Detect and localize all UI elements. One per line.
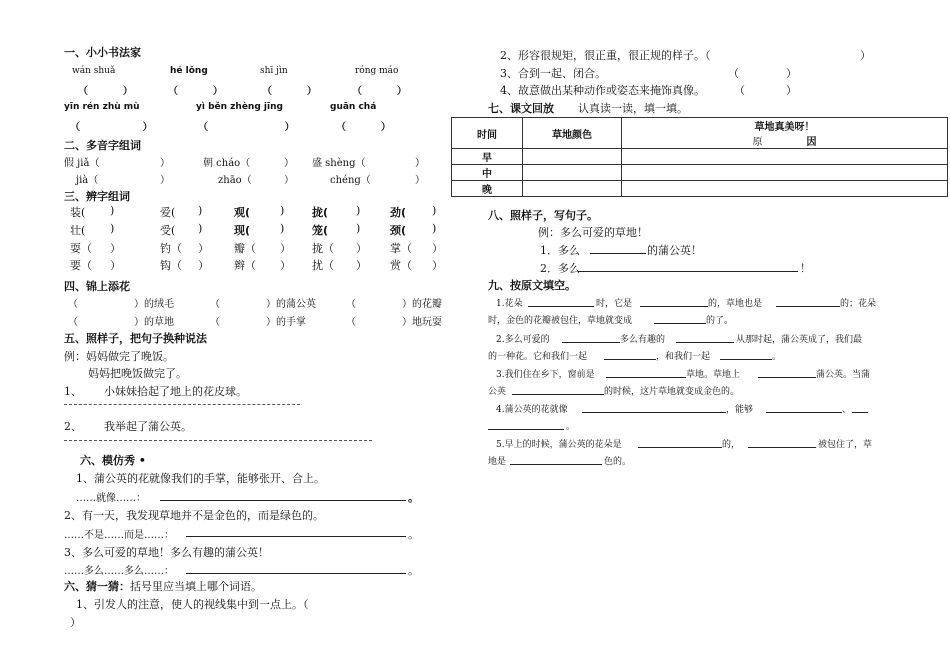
section-1-title: 一、小小书法家 [64, 46, 141, 59]
p4-d: 。 [566, 422, 576, 432]
p5-c: 被包住了，草 [818, 440, 873, 450]
section-4-title: 四、锦上添花 [64, 280, 130, 293]
th-time: 时间 [452, 118, 523, 149]
imitate-q3-answer-line[interactable] [186, 573, 406, 574]
p1-blank-4[interactable] [654, 323, 706, 324]
bracket-row1-2: （ ） [168, 86, 223, 97]
char-pair-r3-c7: 拢（ [312, 242, 334, 255]
th-beautiful-text: 草地真美呀！ [754, 122, 815, 133]
guess-q1: 1、引发人的注意，使人的视线集中到一点上。（ [76, 598, 309, 611]
char-pair-r1-c8: ) [356, 204, 361, 217]
p3-blank-1[interactable] [606, 377, 686, 378]
question-2-number: 2、 [64, 420, 82, 433]
section-6-title: 六、模仿秀 • [80, 454, 146, 467]
question-1-text: 小妹妹拾起了地上的花皮球。 [104, 385, 247, 398]
section-7-title: 七、课文回放 [488, 102, 554, 115]
char-pair-r2-c1: 壮( [70, 224, 86, 237]
fill-row1-1: （ [68, 299, 78, 310]
p3-e: 的时候，这片草地就变成金色的。 [604, 387, 740, 397]
char-pair-r2-c4: ) [198, 222, 203, 235]
guess-desc: 括号里应当填上哪个词语。 [130, 580, 262, 593]
guess-q3-close: ） [786, 67, 797, 80]
fill-row2-2-label: ）的手掌 [266, 317, 306, 328]
p4-a: 4.蒲公英的花就像 [496, 405, 568, 415]
char-pair-r2-c5: 现( [234, 224, 251, 237]
imitate-q1: 1、蒲公英的花就像我们的手掌，能够张开、合上。 [76, 472, 325, 485]
th-grass-color: 草地颜色 [523, 118, 622, 149]
polyphone-jia4: jià（ [76, 175, 99, 186]
p2-e: ，和我们一起 [656, 352, 711, 362]
char-pair-r3-c1: 耍（ [70, 242, 92, 255]
imitate-q1-answer-line[interactable] [160, 500, 406, 501]
section-8-title: 八、照样子，写句子。 [488, 209, 598, 222]
bracket-row2-2: （ ） [198, 122, 295, 133]
sentence-2-end: ！ [800, 262, 811, 275]
p2-b: 多么有趣的 [620, 335, 666, 345]
sentence-2-blank[interactable] [578, 271, 798, 272]
char-pair-r4-c7: 扰（ [312, 259, 334, 272]
review-table [451, 117, 948, 197]
char-pair-r1-c3: 爱( [160, 206, 176, 219]
imitate-q2: 2、有一天，我发现草地并不是金色的，而是绿色的。 [64, 509, 324, 522]
th-reason [626, 133, 943, 148]
sentence-2-start: 2．多么 [540, 262, 580, 275]
char-pair-r1-c5: 观( [234, 206, 251, 219]
guess-q4: 4、故意做出某种动作或姿态来掩饰真像。 [500, 84, 705, 97]
p4-blank-4[interactable] [488, 429, 564, 430]
example-line-2: 妈妈把晚饭做完了。 [88, 367, 187, 380]
cell-morning-color[interactable] [523, 149, 622, 165]
imitate-q1-end: 。 [408, 491, 419, 504]
bracket-close: ） [415, 158, 425, 169]
guess-q3: 3、合到一起、闭合。 [500, 67, 606, 80]
p1-b: 时，它是 [596, 299, 633, 309]
p1-blank-1[interactable] [528, 306, 594, 307]
p2-blank-1[interactable] [562, 342, 620, 343]
pinyin-shijin: shī jìn [260, 66, 288, 76]
p1-f: 的了。 [706, 316, 734, 326]
section-5-title: 五、照样子，把句子换种说法 [64, 332, 207, 345]
th-beautiful [622, 118, 948, 149]
p5-d: 地是 [488, 457, 507, 467]
p1-d: 的；花朵 [840, 299, 877, 309]
char-pair-r2-c9: 颈( [390, 224, 407, 237]
cell-morning-reason[interactable] [622, 149, 948, 165]
bracket-row1-4: （ ） [352, 86, 407, 97]
char-pair-r4-c6: ） [280, 259, 291, 272]
fill-row2-2: （ [210, 317, 220, 328]
char-pair-r2-c6: ) [280, 222, 285, 235]
char-pair-r4-c10: ） [432, 259, 443, 272]
char-pair-r1-c2: ) [110, 204, 115, 217]
p1-a: 1.花朵 [496, 299, 523, 309]
char-pair-r1-c4: ) [198, 204, 203, 217]
char-pair-r4-c8: ） [356, 259, 367, 272]
fill-row2-3-label: ）地玩耍 [402, 317, 442, 328]
char-pair-r4-c3: 钩（ [160, 259, 182, 272]
question-2-text: 我举起了蒲公英。 [104, 420, 192, 433]
pinyin-helong: hé lǒng [170, 66, 208, 76]
bracket-row1-3: （ ） [262, 86, 317, 97]
p3-blank-3[interactable] [512, 394, 604, 395]
char-pair-r3-c4: ） [198, 242, 209, 255]
polyphone-zhao: zhāo（ [218, 175, 252, 186]
char-pair-r1-c6: ) [280, 204, 285, 217]
char-pair-r3-c2: ） [110, 242, 121, 255]
bracket-row1-1: （ ） [78, 86, 133, 97]
fill-row1-2-label: ）的蒲公英 [266, 299, 316, 310]
p1-blank-3[interactable] [776, 306, 840, 307]
imitate-q2-pattern: ……不是……而是……： [64, 530, 174, 541]
answer-line-2[interactable] [64, 440, 372, 441]
row-morning: 早 [452, 149, 523, 165]
polyphone-chao: 朝 cháo（ [203, 158, 251, 169]
p2-c: 从那时起，蒲公英成了，我们最 [736, 335, 863, 345]
p4-blank-2[interactable] [766, 412, 842, 413]
guess-q2-end: ） [860, 49, 871, 62]
p1-e: 时，金色的花瓣被包住，草地就变成 [488, 316, 633, 326]
row-noon: 中 [452, 165, 523, 181]
fill-row1-1-label: ）的绒毛 [134, 299, 174, 310]
p2-blank-4[interactable] [720, 359, 772, 360]
pinyin-guancha: guān chá [330, 102, 377, 112]
section-9-title: 九、按原文填空。 [488, 279, 576, 292]
imitate-q2-answer-line[interactable] [186, 536, 406, 537]
p3-b: 草地。草地上 [686, 370, 741, 380]
polyphone-cheng: chéng（ [330, 175, 371, 186]
p2-d: 的一种花。它和我们一起 [488, 352, 588, 362]
fill-row1-2: （ [210, 299, 220, 310]
row-evening: 晚 [452, 181, 523, 197]
p2-f: 。 [772, 352, 782, 362]
polyphone-sheng: 盛 shèng（ [312, 158, 366, 169]
char-pair-r3-c5: 瓣（ [234, 242, 256, 255]
bracket-close: ） [415, 175, 425, 186]
sentence-1-end: 的蒲公英！ [647, 244, 702, 257]
imitate-q3-pattern: ……多么……多么……： [64, 566, 174, 577]
char-pair-r1-c1: 装( [70, 206, 86, 219]
char-pair-r4-c5: 辫（ [234, 259, 256, 272]
p3-c: 蒲公英。当蒲 [816, 370, 871, 380]
p4-blank-3[interactable] [852, 412, 868, 413]
guess-title: 六、猜一猜： [64, 580, 130, 593]
pinyin-yibenzhengjing: yì běn zhèng jīng [196, 102, 283, 112]
char-pair-r1-c7: 拢( [312, 206, 329, 219]
answer-line-1[interactable] [64, 404, 300, 405]
bracket-row2-3: （ ） [336, 122, 391, 133]
pinyin-wanshua: wán shuǎ [72, 66, 116, 76]
guess-q4-close: ） [786, 84, 797, 97]
fill-row2-1: （ [68, 317, 78, 328]
guess-q1-end: ） [70, 616, 81, 629]
guess-q2: 2、形容很规矩，很正重，很正规的样子。（ [500, 49, 711, 62]
p4-blank-1[interactable] [582, 412, 726, 413]
pinyin-rongmao: róng máo [355, 66, 399, 76]
p5-b: 的， [722, 440, 741, 450]
section-7-desc: 认真读一读，填一填。 [578, 102, 688, 115]
p5-a: 5.早上的时候，蒲公英的花朵是 [496, 440, 622, 450]
imitate-q3: 3、多么可爱的草地！多么有趣的蒲公英！ [64, 546, 269, 559]
fill-row2-1-label: ）的草地 [134, 317, 174, 328]
p3-d: 公英 [488, 387, 507, 397]
sentence-1-blank[interactable] [590, 253, 646, 254]
char-pair-r2-c3: 受( [160, 224, 176, 237]
char-pair-r3-c10: ） [432, 242, 443, 255]
char-pair-r3-c3: 钓（ [160, 242, 182, 255]
p1-c: 的，草地也是 [708, 299, 763, 309]
char-pair-r3-c9: 掌（ [390, 242, 412, 255]
p4-b: ，能够 [726, 405, 754, 415]
bracket-close: ） [284, 175, 294, 186]
bracket-close: ） [160, 175, 170, 186]
section-3-title: 三、辨字组词 [64, 190, 130, 203]
char-pair-r4-c2: ） [110, 259, 121, 272]
p5-e: 色的。 [604, 457, 632, 467]
polyphone-jia3: 假 jiǎ（ [64, 158, 100, 169]
p3-a: 3.我们住在乡下，窗前是 [496, 370, 595, 380]
guess-q4-open: （ [734, 84, 745, 97]
p4-c: 、 [842, 405, 852, 415]
char-pair-r2-c10: ) [432, 222, 437, 235]
imitate-q1-pattern: ……就像……： [76, 493, 146, 504]
imitate-q3-end: 。 [408, 564, 419, 577]
bracket-close: ） [284, 158, 294, 169]
cell-evening-reason[interactable] [622, 181, 948, 197]
section-8-example: 例：多么可爱的草地！ [538, 226, 648, 239]
cell-noon-reason[interactable] [622, 165, 948, 181]
char-pair-r4-c9: 赏（ [390, 259, 412, 272]
char-pair-r2-c8: ) [356, 222, 361, 235]
bracket-row2-1: （ ） [70, 122, 153, 133]
section-7-heading [488, 100, 688, 116]
p5-blank-3[interactable] [510, 464, 602, 465]
fill-row1-3-label: ）的花瓣 [402, 299, 442, 310]
imitate-q2-end: 。 [408, 528, 419, 541]
question-1-number: 1、 [64, 385, 82, 398]
char-pair-r2-c7: 笼( [312, 224, 329, 237]
th-yin: 因 [806, 137, 817, 148]
p5-blank-2[interactable] [748, 447, 816, 448]
pinyin-yinrenzhumu: yīn rén zhù mù [64, 102, 140, 112]
char-pair-r3-c6: ） [280, 242, 291, 255]
sentence-1-start: 1．多么 [540, 244, 580, 257]
section-2-title: 二、多音字组词 [64, 139, 141, 152]
p3-blank-2[interactable] [758, 377, 816, 378]
th-yuan: 原 [752, 137, 763, 148]
p5-blank-1[interactable] [638, 447, 722, 448]
example-line-1: 例：妈妈做完了晚饭。 [64, 350, 174, 363]
guess-section [64, 578, 262, 594]
char-pair-r3-c8: ） [356, 242, 367, 255]
cell-noon-color[interactable] [523, 165, 622, 181]
char-pair-r1-c10: ) [432, 204, 437, 217]
bracket-close: ） [160, 158, 170, 169]
fill-row2-3: （ [346, 317, 356, 328]
fill-row1-3: （ [346, 299, 356, 310]
char-pair-r4-c1: 要（ [70, 259, 92, 272]
p2-blank-3[interactable] [604, 359, 656, 360]
p2-blank-2[interactable] [676, 342, 734, 343]
char-pair-r4-c4: ） [198, 259, 209, 272]
guess-q3-open: （ [728, 67, 739, 80]
p1-blank-2[interactable] [640, 306, 708, 307]
p2-a: 2.多么可爱的 [496, 335, 550, 345]
char-pair-r1-c9: 劲( [390, 206, 407, 219]
char-pair-r2-c2: ) [110, 222, 115, 235]
cell-evening-color[interactable] [523, 181, 622, 197]
